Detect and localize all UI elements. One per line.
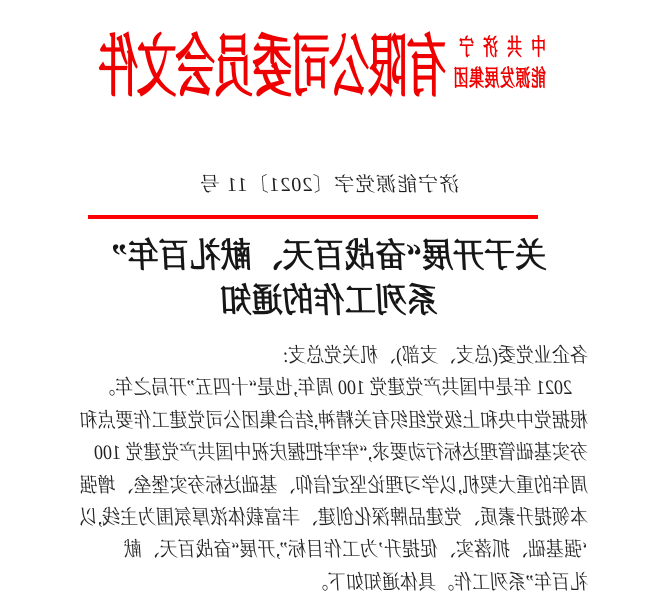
document-number: 济宁能源党字〔2021〕11 号 bbox=[198, 174, 461, 196]
org-name-small-line1: 中共济宁 bbox=[449, 36, 546, 61]
org-name-large: 有限公司委员会文件 bbox=[99, 28, 447, 106]
body-line: 根据党中央和上级党组织有关精神,结合集团公司党建工作要点和 bbox=[78, 408, 589, 432]
body-text bbox=[64, 339, 588, 598]
document-title bbox=[0, 233, 658, 323]
body-line: ‘强基础、抓落实、促提升’为工作目标”,开展“奋战百天、献 bbox=[122, 538, 589, 561]
body-line: 夯实基础管理达标行动要求,“牢牢把握庆祝中国共产党建党 100 bbox=[93, 440, 589, 464]
body-line: 周年的重大契机,以学习理论坚定信仰、基础达标夯实堡垒、增强 bbox=[78, 473, 589, 496]
title-line-1: 关于开展“奋战百天、献礼百年” bbox=[111, 236, 547, 275]
title-line-2: 系列工作的通知 bbox=[219, 281, 439, 320]
salutation-line: 各企业党委(总支、支部)、机关党总支: bbox=[282, 343, 589, 367]
org-name-small-line2: 能源发展集团 bbox=[452, 67, 546, 92]
red-divider bbox=[88, 215, 538, 219]
body-line: 本领提升素质、党建品牌深化创建、丰富载体浓厚氛围为主线,以 bbox=[78, 505, 589, 529]
body-line: 2021 年是中国共产党建党 100 周年,也是“十四五”开局之年。 bbox=[96, 375, 573, 399]
org-name-small bbox=[448, 34, 546, 96]
body-line: 礼百年”系列工作。具体通知如下。 bbox=[309, 570, 589, 594]
